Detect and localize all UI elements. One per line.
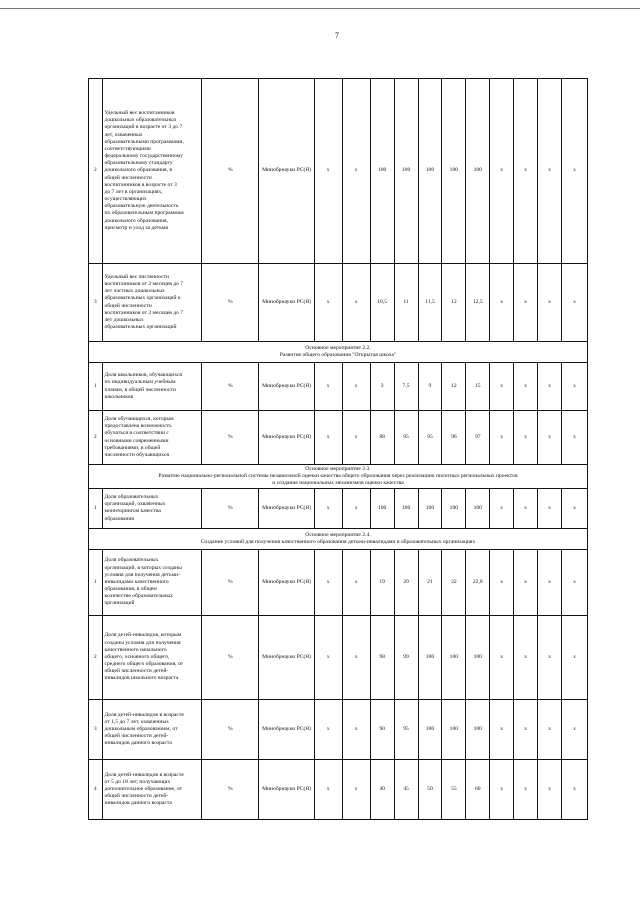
- unit-cell: %: [202, 615, 259, 699]
- value-cell: 45: [394, 759, 418, 819]
- value-cell: x: [342, 699, 370, 759]
- value-cell: x: [538, 264, 562, 342]
- value-cell: x: [490, 411, 514, 465]
- section-title-line: и создание национальных механизмов оценки качества: [272, 479, 404, 486]
- indicator-name-line: общей численности: [104, 302, 152, 309]
- indicator-name-line: общей численности детей-: [104, 793, 169, 800]
- top-rule: [0, 8, 640, 9]
- value-cell: 100: [370, 79, 394, 264]
- section-title-line: Основное мероприятие 2.2.: [305, 345, 371, 352]
- indicator-name: [102, 264, 202, 342]
- value-cell: 20: [394, 549, 418, 615]
- value-cell: x: [561, 79, 587, 264]
- indicator-name-line: созданы условия для получения: [104, 639, 181, 646]
- row-number: 2: [89, 411, 103, 465]
- value-cell: x: [561, 549, 587, 615]
- value-cell: 100: [370, 488, 394, 528]
- value-cell: x: [490, 363, 514, 411]
- value-cell: x: [342, 363, 370, 411]
- executor-cell: Минобрнауки РС(Я): [259, 759, 314, 819]
- value-cell: 10,5: [370, 264, 394, 342]
- value-cell: 9: [418, 363, 442, 411]
- value-cell: 95: [418, 411, 442, 465]
- value-cell: x: [538, 699, 562, 759]
- value-cell: 100: [466, 488, 490, 528]
- value-cell: 100: [418, 699, 442, 759]
- value-cell: x: [514, 264, 538, 342]
- value-cell: 40: [370, 759, 394, 819]
- value-cell: 100: [394, 79, 418, 264]
- indicator-name-line: инвалидов школьного возраста: [104, 675, 179, 682]
- indicator-name-line: общей численности детей-: [104, 733, 169, 740]
- unit-cell: %: [202, 549, 259, 615]
- value-cell: 100: [418, 615, 442, 699]
- value-cell: 12,5: [466, 264, 490, 342]
- indicator-name-line: требованиями, в общей: [104, 444, 161, 451]
- table-row: [89, 615, 588, 699]
- value-cell: 100: [418, 79, 442, 264]
- indicator-name: [102, 363, 202, 411]
- value-cell: 7,5: [394, 363, 418, 411]
- value-cell: x: [538, 79, 562, 264]
- value-cell: 90: [370, 699, 394, 759]
- indicator-name-line: лет дошкольных: [104, 316, 144, 323]
- value-cell: x: [490, 549, 514, 615]
- value-cell: x: [342, 264, 370, 342]
- indicator-name-line: количестве образовательных: [104, 593, 173, 600]
- value-cell: 99: [394, 615, 418, 699]
- row-number: 2: [89, 79, 103, 264]
- section-title: [89, 465, 588, 489]
- row-number: 2: [89, 615, 103, 699]
- indicator-name-line: лет частных дошкольных: [104, 288, 165, 295]
- value-cell: x: [490, 264, 514, 342]
- indicator-name-line: организаций, в которых созданы: [104, 564, 182, 571]
- row-number: 1: [89, 488, 103, 528]
- executor-cell: Минобрнауки РС(Я): [259, 411, 314, 465]
- value-cell: x: [490, 699, 514, 759]
- value-cell: 11: [394, 264, 418, 342]
- value-cell: x: [561, 411, 587, 465]
- indicator-name-line: Доля детей-инвалидов, которым: [104, 632, 182, 639]
- row-number: 4: [89, 759, 103, 819]
- value-cell: 100: [466, 699, 490, 759]
- indicator-name-line: образовательную деятельность: [104, 203, 179, 210]
- indicator-name-line: Доля обучающихся, которым: [104, 416, 174, 423]
- value-cell: 100: [442, 615, 466, 699]
- value-cell: 21: [418, 549, 442, 615]
- indicator-name-line: дополнительное образование, от: [104, 785, 183, 792]
- value-cell: x: [561, 264, 587, 342]
- indicator-name-line: Доля образовательных: [104, 557, 159, 564]
- value-cell: 100: [466, 79, 490, 264]
- indicator-name-line: по индивидуальным учебным: [104, 379, 176, 386]
- indicator-name-line: от 1,5 до 7 лет, охваченных: [104, 718, 169, 725]
- indicator-name-line: по образовательным программам: [104, 210, 184, 217]
- unit-cell: %: [202, 264, 259, 342]
- indicator-name-line: воспитанников в возрасте от 3: [104, 181, 177, 188]
- table-row: [89, 411, 588, 465]
- value-cell: 100: [442, 488, 466, 528]
- value-cell: x: [314, 549, 342, 615]
- value-cell: 100: [394, 488, 418, 528]
- section-title-line: Развитие национально-региональной системы независимой оценки качества общего образования через реализацию пилотных региональных проектов: [158, 472, 518, 479]
- value-cell: 95: [394, 411, 418, 465]
- unit-cell: %: [202, 79, 259, 264]
- value-cell: 11,5: [418, 264, 442, 342]
- indicator-name-line: образовательных организаций к: [104, 295, 181, 302]
- row-number: 1: [89, 549, 103, 615]
- value-cell: x: [342, 759, 370, 819]
- indicator-name-line: обучаться в соответствии с: [104, 430, 169, 437]
- indicator-name-line: организаций в возрасте от 3 до 7: [104, 124, 183, 131]
- executor-cell: Минобрнауки РС(Я): [259, 615, 314, 699]
- indicator-name-line: образования: [104, 515, 135, 522]
- indicator-name-line: присмотр и уход за детьми: [104, 224, 169, 231]
- value-cell: x: [490, 488, 514, 528]
- value-cell: x: [514, 759, 538, 819]
- value-cell: x: [314, 699, 342, 759]
- value-cell: x: [538, 549, 562, 615]
- value-cell: 55: [442, 759, 466, 819]
- indicator-name-line: численности обучающихся: [104, 451, 169, 458]
- indicator-name-line: общей численности: [104, 174, 152, 181]
- indicator-name-line: Доля детей-инвалидов в возрасте: [104, 711, 184, 718]
- value-cell: x: [342, 488, 370, 528]
- table-row: [89, 488, 588, 528]
- value-cell: x: [514, 79, 538, 264]
- value-cell: x: [514, 549, 538, 615]
- indicator-name-line: качественного начального: [104, 646, 167, 653]
- indicator-name-line: общей численности детей-: [104, 668, 169, 675]
- indicator-name-line: Доля школьников, обучающихся: [104, 372, 182, 379]
- value-cell: x: [538, 411, 562, 465]
- table-row: [89, 363, 588, 411]
- unit-cell: %: [202, 411, 259, 465]
- value-cell: 88: [370, 411, 394, 465]
- value-cell: x: [342, 549, 370, 615]
- indicator-name-line: Удельный вес воспитанников: [104, 110, 175, 117]
- unit-cell: %: [202, 759, 259, 819]
- value-cell: x: [514, 488, 538, 528]
- indicator-name: [102, 759, 202, 819]
- value-cell: x: [490, 615, 514, 699]
- unit-cell: %: [202, 363, 259, 411]
- value-cell: x: [514, 363, 538, 411]
- value-cell: x: [490, 759, 514, 819]
- value-cell: 95: [394, 699, 418, 759]
- value-cell: 3: [370, 363, 394, 411]
- value-cell: 22,8: [466, 549, 490, 615]
- executor-cell: Минобрнауки РС(Я): [259, 699, 314, 759]
- value-cell: 12: [442, 363, 466, 411]
- value-cell: x: [538, 759, 562, 819]
- section-row: [89, 528, 588, 549]
- section-row: [89, 342, 588, 363]
- executor-cell: Минобрнауки РС(Я): [259, 549, 314, 615]
- indicator-name-line: воспитанников от 2 месяцев до 7: [104, 309, 184, 316]
- value-cell: x: [314, 615, 342, 699]
- value-cell: 100: [442, 79, 466, 264]
- indicator-name-line: от 5 до 18 лет, получающих: [104, 778, 171, 785]
- indicator-name-line: общего, основного общего,: [104, 653, 170, 660]
- value-cell: x: [561, 759, 587, 819]
- value-cell: x: [538, 363, 562, 411]
- unit-cell: %: [202, 488, 259, 528]
- table-row: [89, 79, 588, 264]
- table-row: [89, 699, 588, 759]
- section-title-line: Развитие общего образования "Открытая школа": [279, 352, 397, 358]
- value-cell: x: [514, 411, 538, 465]
- indicator-name-line: организаций, охваченных: [104, 501, 166, 508]
- value-cell: 50: [418, 759, 442, 819]
- value-cell: x: [561, 363, 587, 411]
- value-cell: x: [514, 699, 538, 759]
- section-title: [89, 342, 588, 363]
- indicator-name-line: лет, охваченных: [104, 131, 143, 138]
- value-cell: 100: [442, 699, 466, 759]
- indicator-name-line: образовательному стандарту: [104, 160, 173, 167]
- indicator-name-line: соответствующими: [104, 145, 151, 152]
- value-cell: 22: [442, 549, 466, 615]
- value-cell: 100: [418, 488, 442, 528]
- value-cell: x: [342, 411, 370, 465]
- value-cell: x: [314, 488, 342, 528]
- indicator-name-line: основными современными: [104, 437, 169, 444]
- table-row: [89, 549, 588, 615]
- indicator-name-line: осуществляющих: [104, 196, 147, 203]
- value-cell: x: [490, 79, 514, 264]
- value-cell: x: [314, 79, 342, 264]
- value-cell: 12: [442, 264, 466, 342]
- value-cell: 60: [466, 759, 490, 819]
- unit-cell: %: [202, 699, 259, 759]
- value-cell: x: [561, 488, 587, 528]
- value-cell: x: [314, 264, 342, 342]
- indicator-name-line: образования, в общем: [104, 586, 157, 593]
- value-cell: 98: [370, 615, 394, 699]
- value-cell: 15: [466, 363, 490, 411]
- section-title-line: Основное мероприятие 2.4.: [305, 531, 371, 538]
- indicator-name-line: федеральному государственному: [104, 153, 184, 160]
- indicator-name-line: условия для получения детьми-: [104, 571, 180, 578]
- value-cell: x: [538, 488, 562, 528]
- executor-cell: Минобрнауки РС(Я): [259, 264, 314, 342]
- value-cell: x: [561, 699, 587, 759]
- table-row: [89, 759, 588, 819]
- executor-cell: Минобрнауки РС(Я): [259, 488, 314, 528]
- indicator-name: [102, 79, 202, 264]
- indicator-name-line: Доля образовательных: [104, 494, 159, 501]
- indicator-name: [102, 488, 202, 528]
- indicator-name: [102, 549, 202, 615]
- section-row: [89, 465, 588, 489]
- executor-cell: Минобрнауки РС(Я): [259, 363, 314, 411]
- indicator-name: [102, 615, 202, 699]
- indicator-name-line: образовательными программами,: [104, 138, 184, 145]
- value-cell: 100: [466, 615, 490, 699]
- page-number: 7: [335, 31, 339, 40]
- value-cell: x: [538, 615, 562, 699]
- table-row: [89, 264, 588, 342]
- indicator-name-line: дошкольного образования,: [104, 217, 168, 224]
- indicator-name-line: предоставлена возможность: [104, 423, 172, 430]
- indicator-name-line: воспитанников от 2 месяцев до 7: [104, 281, 184, 288]
- indicator-name: [102, 411, 202, 465]
- value-cell: x: [342, 615, 370, 699]
- row-number: 1: [89, 363, 103, 411]
- indicator-name-line: дошкольного образования, в: [104, 167, 173, 174]
- indicator-name-line: мониторингом качества: [104, 508, 161, 515]
- indicator-name-line: Доля детей-инвалидов в возрасте: [104, 771, 184, 778]
- indicator-name-line: инвалидами качественного: [104, 578, 169, 585]
- section-title-line: Основное мероприятие 2.3.: [305, 466, 371, 472]
- value-cell: x: [514, 615, 538, 699]
- indicator-name-line: Удельный вес численности: [104, 273, 170, 280]
- indicator-name: [102, 699, 202, 759]
- value-cell: 19: [370, 549, 394, 615]
- section-title: [89, 528, 588, 549]
- value-cell: 97: [466, 411, 490, 465]
- indicator-name-line: инвалидов данного возраста: [104, 800, 172, 807]
- table-body: [89, 79, 588, 820]
- indicator-name-line: дошкольных образовательных: [104, 117, 177, 124]
- row-number: 3: [89, 699, 103, 759]
- indicator-name-line: планам, в общей численности: [104, 386, 176, 393]
- indicator-name-line: организаций: [104, 600, 135, 607]
- indicator-name-line: образовательных организаций: [104, 323, 177, 330]
- indicator-name-line: школьников: [104, 393, 134, 400]
- value-cell: x: [342, 79, 370, 264]
- indicator-name-line: инвалидов данного возраста: [104, 740, 172, 747]
- indicator-name-line: до 7 лет в организациях,: [104, 188, 163, 195]
- section-title-line: Создание условий для получения качественного образования детьми-инвалидами в образовательных организациях: [200, 538, 476, 545]
- value-cell: 96: [442, 411, 466, 465]
- indicator-name-line: дошкольным образованием, от: [104, 725, 178, 732]
- value-cell: x: [314, 363, 342, 411]
- executor-cell: Минобрнауки РС(Я): [259, 79, 314, 264]
- indicator-name-line: среднего общего образования, от: [104, 661, 184, 668]
- row-number: 3: [89, 264, 103, 342]
- indicators-table: [88, 78, 588, 820]
- value-cell: x: [314, 759, 342, 819]
- value-cell: x: [561, 615, 587, 699]
- value-cell: x: [314, 411, 342, 465]
